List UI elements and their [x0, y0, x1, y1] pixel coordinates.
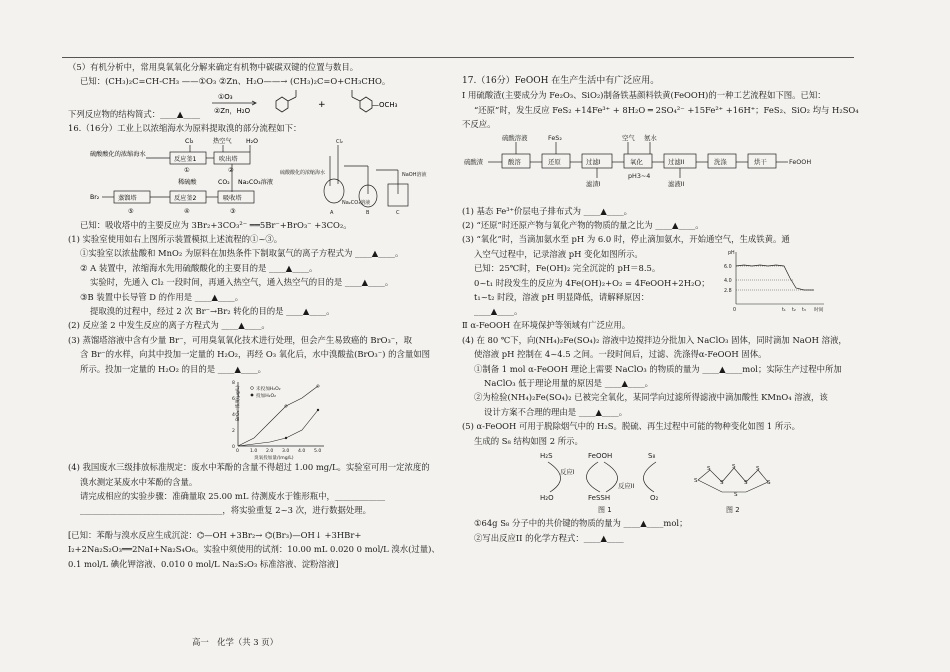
q16-1: (1) 实验室使用如右上图所示装置模拟上述流程的①~③。 [68, 234, 283, 245]
q17-I-2: “还原”时，发生反应 FeS₂ +14Fe³⁺ + 8H₂O ═ 2SO₄²⁻ +15Fe²⁺ +16H⁺；FeS₂、SiO₂ 均与 H₂SO₄ [474, 104, 859, 115]
bro3-xtick-3: 3.0 [282, 449, 290, 455]
flow-dilute-h2so4: 稀硫酸 [178, 178, 197, 186]
ph-ylabel: pH [728, 251, 735, 257]
fig1-fessh: FeSSH [588, 494, 611, 503]
ph-xlabel: 时间 [814, 308, 824, 314]
app-na2co3: Na₂CO₃溶液 [342, 199, 371, 206]
box-reactor-1-label: 反应釜1 [174, 155, 197, 163]
right-column [462, 74, 859, 545]
bro3-xtick-0: 0 [236, 449, 239, 455]
fig1-s8: S₈ [648, 452, 656, 461]
q17-3-block [462, 232, 840, 318]
bro3-ylabel: BrO₃⁻浓度(μg/L) [236, 385, 241, 422]
box-reactor-2-label: 反应釜2 [174, 194, 197, 202]
q16-known: 已知：吸收塔中的主要反应为 3Br₂+3CO₃²⁻ ══5Br⁻+BrO₃⁻ +3CO₂。 [80, 219, 352, 230]
ph-ytick-28: 2.8 [724, 289, 732, 295]
flow2-air: 空气 [622, 133, 635, 142]
legend-a: 未投加H₂O₂ [256, 387, 281, 393]
q16-3c: 所示。投加一定量的 H₂O₂ 的目的是 ____▲____。 [80, 363, 267, 374]
box-filter1-label: 过滤I [586, 157, 601, 166]
box-wash-label: 洗涤 [714, 157, 727, 166]
bro3-ytick-4: 4 [232, 413, 235, 419]
ph-xtick-0: 0 [733, 308, 737, 314]
q16-4d: __________________________________，将实验重复 2~3 次，进行数据处理。 [80, 505, 371, 516]
feooh-flow-diagram [462, 132, 840, 204]
legend-marker-b [251, 394, 254, 397]
s8-atom-8: S [734, 492, 738, 499]
q17-2: (2) “还原”时还原产物与氧化产物的物质的量之比为 ____▲____。 [462, 220, 704, 231]
desulfur-figures [462, 448, 840, 516]
q16-heading: 16.（16分）工业上以浓缩海水为原料提取溴的部分流程如下： [68, 123, 302, 134]
q16-4g: 0.1 mol/L 碘化钾溶液、0.010 0 mol/L Na₂S₂O₃ 标准溶液、淀粉溶液] [68, 558, 339, 569]
s8-atom-2: S [707, 466, 711, 473]
q15-5-line-1: （5）有机分析中，常用臭氧氧化分解来确定有机物中碳碳双键的位置与数目。 [68, 62, 359, 72]
q17-3c: 已知：25℃时，Fe(OH)₂ 完全沉淀的 pH＝8.5。 [474, 263, 661, 274]
box-distill-label: 蒸馏塔 [118, 194, 137, 202]
fig1-caption: 图 1 [598, 506, 612, 515]
bro3-ytick-0: 0 [232, 445, 235, 451]
series-h2o2 [238, 410, 318, 446]
q17-3f: ____▲____。 [474, 306, 523, 317]
bro3-ytick-2: 2 [232, 429, 235, 435]
bro3-xtick-5: 5.0 [314, 449, 322, 455]
fig1-rxn1: 反应I [560, 468, 575, 477]
flow2-h2so4: 硫酸溶液 [502, 133, 528, 142]
flow2-filtrate-2: 滤液II [668, 179, 685, 188]
flow2-residue-1: 滤渣I [586, 179, 601, 188]
flow2-fes2: FeS₂ [548, 133, 562, 142]
ph-ytick-6: 6.0 [724, 265, 732, 271]
q17-4f: 设计方案不合理的理由是 ____▲____。 [484, 406, 628, 417]
q17-4c: ①制备 1 mol α-FeOOH 理论上需要 NaClO₃ 的物质的量为 ____▲____mol；实际生产过程中所加 [474, 363, 842, 374]
q16-1-3: ③B 装置中长导管 D 的作用是 ____▲____。 [80, 291, 244, 302]
app-label-b: B [366, 209, 370, 216]
q15-cond-2: ②Zn，H₂O [214, 106, 251, 115]
q15-5-line-3: 下列反应物的结构简式：____▲____ [68, 108, 201, 119]
q15-plus: + [318, 99, 326, 110]
q17-4d: NaClO₃ 低于理论用量的原因是 ____▲____。 [484, 378, 654, 389]
s8-atom-4: S [732, 464, 736, 471]
fig1-rxn2: 反应II [618, 482, 635, 491]
q16-4c: 请完成相应的实验步骤：准确量取 25.00 mL 待测废水于锥形瓶中，____________ [80, 490, 386, 501]
app-naoh: NaOH溶液 [402, 171, 427, 178]
ph-xtick-t3: t₃ [802, 308, 806, 314]
s8-atom-1: S [694, 478, 698, 485]
fig1-h2s: H₂S [540, 452, 553, 461]
q17-3a: (3) “氧化”时，当滴加氨水至 pH 为 6.0 时，停止滴加氨水，开始通空气，生成铁黄。通 [462, 234, 790, 245]
q17-3e: t₁~t₂ 时段，溶液 pH 明显降低，请解释原因： [474, 292, 650, 303]
box-blow-tower-label: 吹出塔 [219, 155, 238, 163]
bro3-xlabel: 臭氧投加量/(mg/L) [254, 456, 294, 461]
box-dry-label: 烘干 [754, 157, 767, 166]
ph-chart [724, 248, 834, 314]
box-absorb-label: 吸收塔 [223, 194, 242, 202]
app-seawater: 硫酸酸化的浓缩海水 [280, 169, 326, 176]
q17-5d: ②写出反应II 的化学方程式：____▲____ [474, 532, 624, 543]
q17-3b: 入空气过程中，记录溶液 pH 变化如图所示。 [474, 248, 643, 259]
q16-1-2b: 实验时，先通入 Cl₂ 一段时间，再通入热空气，通入热空气的目的是 ____▲____。 [90, 277, 394, 288]
q17-4b: 使溶液 pH 控制在 4~4.5 之间。一段时间后，过滤、洗涤得α-FeOOH 固体。 [474, 349, 767, 360]
q16-4b: 溴水测定某废水中苯酚的含量。 [80, 476, 198, 487]
q16-3b: 含 Br⁻的水样，向其中投加一定量的 H₂O₂，再经 O₃ 氧化后，水中溴酸盐(BrO₃⁻) 的含量如图 [80, 349, 430, 360]
flow2-ammonia: 氨水 [644, 133, 657, 142]
s8-atom-5: S [744, 480, 748, 487]
flow-num-4: ④ [184, 207, 190, 215]
flow2-start: 硫酸渣 [464, 157, 484, 166]
q17-4e: ②为检验(NH₄)₂Fe(SO₄)₂ 已被完全氧化，某同学向过滤所得滤液中滴加酸性 KMnO₄ 溶液，该 [474, 392, 828, 403]
s8-atom-6: S [756, 466, 760, 473]
q15-och3: —OCH₃ [372, 100, 398, 109]
q16-4f: I₂+2Na₂S₂O₃══2NaI+Na₂S₄O₆。实验中须使用的试剂：10.00 mL 0.020 0 mol/L 溴水(过量)、 [68, 544, 440, 555]
flow-br2-out: Br₂ [90, 193, 100, 201]
q16-flow-diagram [68, 136, 436, 218]
q16-4e: [已知：苯酚与溴水反应生成沉淀：⌬—OH +3Br₂→ ⌬(Br₃)—OH↓ +3HBr+ [68, 529, 362, 540]
bro3-xtick-2: 2.0 [266, 449, 274, 455]
box-filter2-label: 过滤II [668, 157, 685, 166]
box-oxidize-label: 氧化 [630, 157, 643, 166]
q15-5-line-2: 已知：(CH₃)₂C=CH-CH₃ ——①O₃ ②Zn、H₂O——→ (CH₃)₂C=O+CH₃CHO。 [80, 76, 391, 87]
fig1-o2: O₂ [650, 494, 659, 503]
flow-num-5: ⑤ [128, 207, 134, 215]
left-column [68, 60, 440, 571]
flow-cl2: Cl₂ [185, 137, 194, 145]
legend-marker-a [251, 387, 254, 390]
app-label-c: C [396, 209, 400, 216]
q17-I-3: 不反应。 [462, 119, 496, 130]
flow2-end: FeOOH [789, 157, 812, 166]
fig2-caption: 图 2 [726, 506, 740, 515]
flow-hot-air: 热空气 [213, 137, 232, 145]
flow2-ph: pH3~4 [628, 171, 651, 180]
q17-5a: (5) α-FeOOH 可用于脱除烟气中的 H₂S。脱硫、再生过程中可能的物种变化如图 1 所示。 [462, 421, 800, 432]
flow-num-2: ② [228, 166, 234, 174]
ph-xtick-t2: t₂ [792, 308, 796, 314]
q17-1: (1) 基态 Fe³⁺价层电子排布式为 ____▲____。 [462, 205, 633, 216]
ph-curve [736, 265, 814, 290]
q16-3a: (3) 蒸馏塔溶液中含有少量 Br⁻，可用臭氧氧化技术进行处理，但会产生易致癌的 BrO₃⁻，取 [68, 334, 412, 345]
q17-3d: 0~t₁ 时段发生的反应为 4Fe(OH)₂+O₂ = 4FeOOH+2H₂O； [474, 277, 710, 288]
q16-2: (2) 反应釜 2 中发生反应的离子方程式为 ____▲____。 [68, 320, 270, 331]
app-label-a: A [330, 209, 334, 216]
flow-start-text: 硫酸酸化的浓缩海水 [90, 150, 146, 158]
q17-4a: (4) 在 80 ℃下，向(NH₄)₂Fe(SO₄)₂ 溶液中边搅拌边分批加入 NaClO₃ 固体，同时滴加 NaOH 溶液， [462, 334, 847, 345]
box-reduce-label: 还原 [548, 157, 561, 166]
q17-II: Ⅱ α-FeOOH 在环境保护等领域有广泛应用。 [462, 320, 631, 331]
flow-num-1: ① [184, 166, 190, 174]
q17-I-1: Ⅰ 用硫酸渣(主要成分为 Fe₂O₃、SiO₂)制备铁基颜料铁黄(FeOOH)的一种工艺流程如下图。已知： [462, 90, 826, 101]
q16-apparatus [280, 139, 427, 216]
page-footer: 高一 化学（共 3 页） [191, 637, 279, 647]
q16-4a: (4) 我国废水三级排放标准规定：废水中苯酚的含量不得超过 1.00 mg/L。实验室可用一定浓度的 [68, 462, 430, 473]
fig1-feooh: FeOOH [588, 452, 613, 461]
bro3-ytick-8: 8 [232, 381, 235, 387]
series-no-h2o2 [238, 386, 318, 446]
bro3-xtick-1: 1.0 [250, 449, 258, 455]
bro3-chart [68, 376, 436, 460]
s8-atom-7: S [767, 480, 771, 487]
q16-1-2: ② A 装置中，浓缩海水先用硫酸酸化的主要目的是 ____▲____。 [80, 262, 318, 273]
top-rule [62, 57, 854, 58]
legend-b: 投加H₂O₂ [256, 394, 276, 400]
q17-5c: ①64g S₈ 分子中的共价键的物质的量为 ____▲____mol； [474, 518, 688, 529]
fig1-h2o: H₂O [540, 494, 554, 503]
app-cl2: Cl₂ [336, 138, 343, 145]
ph-ytick-4: 4.0 [724, 279, 732, 285]
ph-xtick-t1: t₁ [782, 308, 786, 314]
q15-cond-1: ①O₃ [218, 92, 233, 101]
bro3-ytick-6: 6 [232, 397, 235, 403]
q17-5b: 生成的 S₈ 结构如图 2 所示。 [474, 435, 583, 446]
s8-atom-3: S [720, 480, 724, 487]
bro3-xtick-4: 4.0 [298, 449, 306, 455]
flow-co2: CO₂ [218, 178, 230, 186]
flow-h2o: H₂O [246, 137, 259, 145]
q16-1-1: ①实验室以浓盐酸和 MnO₂ 为原料在加热条件下制取氯气的离子方程式为 ____▲____。 [80, 248, 404, 259]
q17-heading: 17.（16分）FeOOH 在生产生活中有广泛应用。 [462, 76, 660, 86]
box-acid-label: 酸溶 [508, 157, 521, 166]
flow-num-3: ③ [230, 207, 236, 215]
q16-1-3b: 提取溴的过程中，经过 2 次 Br⁻→Br₂ 转化的目的是 ____▲____。 [90, 306, 335, 317]
flow-na2co3: Na₂CO₃溶液 [238, 178, 273, 186]
